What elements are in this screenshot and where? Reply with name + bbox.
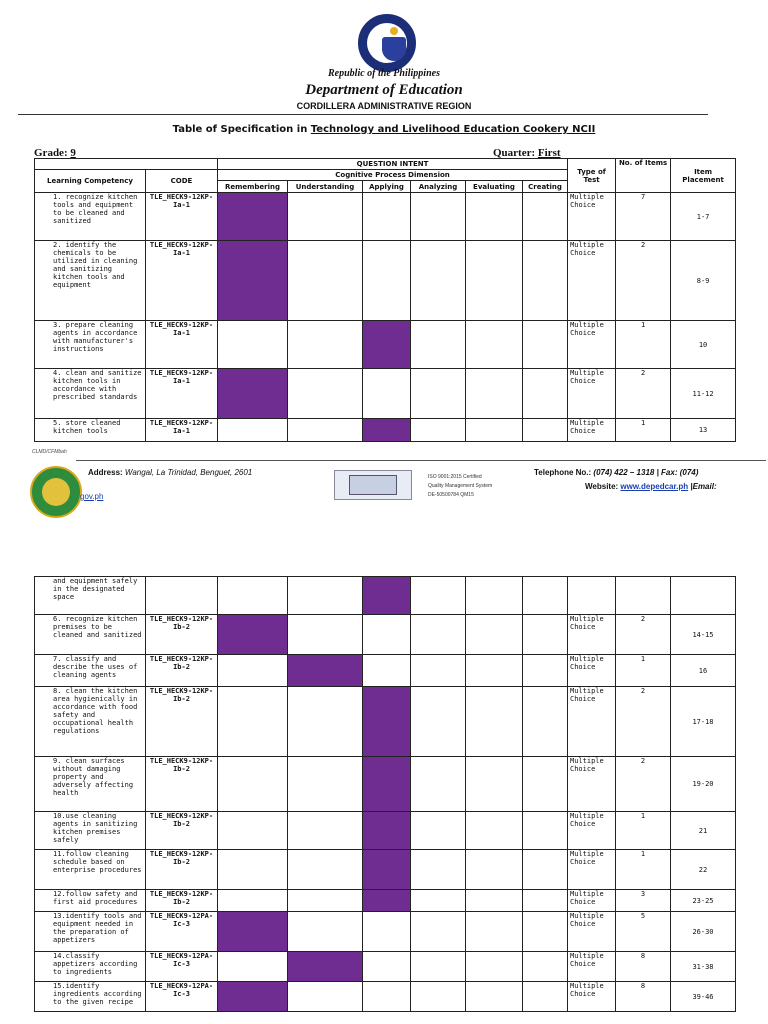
- item-placement-cell: 31-38: [671, 952, 736, 982]
- item-placement-cell: 16: [671, 655, 736, 687]
- type-of-test-header: Type of Test: [568, 159, 616, 193]
- cognitive-level-cell: [411, 687, 466, 757]
- table-row: [35, 655, 736, 687]
- competency-cell: 11.follow cleaning schedule based on enterprise procedures: [35, 850, 146, 890]
- cognitive-dimension-header: Cognitive Process Dimension: [218, 170, 568, 181]
- cognitive-level-cell: [288, 577, 363, 615]
- item-placement-cell: 21: [671, 812, 736, 850]
- competency-cell: 5. store cleaned kitchen tools: [35, 419, 146, 442]
- type-of-test-cell: Multiple Choice: [568, 369, 616, 419]
- type-of-test-cell: Multiple Choice: [568, 655, 616, 687]
- cognitive-level-cell: [411, 982, 466, 1012]
- table-row: [35, 419, 736, 442]
- code-cell: TLE_HECK9-12KP-Ib-2: [146, 687, 218, 757]
- cognitive-level-marker: [363, 812, 411, 850]
- deped-seal-logo: [358, 14, 416, 72]
- cognitive-level-cell: [363, 615, 411, 655]
- cognitive-level-cell: [411, 655, 466, 687]
- table-row: [35, 369, 736, 419]
- cognitive-level-cell: [288, 812, 363, 850]
- competency-cell: 1. recognize kitchen tools and equipment to be cleaned and sanitized: [35, 193, 146, 241]
- quarter-field: Quarter: First: [493, 147, 561, 159]
- cognitive-level-cell: [218, 952, 288, 982]
- code-cell: TLE_HECK9-12KP-Ia-1: [146, 369, 218, 419]
- cognitive-level-cell: [411, 193, 466, 241]
- document-title: Table of Specification in Technology and Livelihood Education Cookery NCII: [172, 124, 596, 135]
- cognitive-level-marker: [218, 615, 288, 655]
- competency-cell: 7. classify and describe the uses of cleaning agents: [35, 655, 146, 687]
- cognitive-level-cell: [363, 655, 411, 687]
- table-row: [35, 952, 736, 982]
- competency-cell: 10.use cleaning agents in sanitizing kitchen premises safely: [35, 812, 146, 850]
- type-of-test-cell: [568, 577, 616, 615]
- cognitive-level-marker: [363, 321, 411, 369]
- item-placement-cell: [671, 577, 736, 615]
- cognitive-level-marker: [288, 655, 363, 687]
- cognitive-level-cell: [411, 890, 466, 912]
- item-placement-header: Item Placement: [671, 159, 736, 193]
- item-placement-cell: 17-18: [671, 687, 736, 757]
- table-row: [35, 982, 736, 1012]
- item-placement-cell: 1-7: [671, 193, 736, 241]
- republic-heading: Republic of the Philippines: [328, 68, 440, 79]
- code-cell: [146, 577, 218, 615]
- cognitive-level-cell: [523, 369, 568, 419]
- cognitive-level-cell: [288, 687, 363, 757]
- cognitive-level-cell: [523, 615, 568, 655]
- cognitive-level-marker: [218, 912, 288, 952]
- code-cell: TLE_HECK9-12KP-Ib-2: [146, 890, 218, 912]
- cognitive-level-cell: [466, 912, 523, 952]
- type-of-test-cell: Multiple Choice: [568, 687, 616, 757]
- specification-table-page1: [34, 158, 736, 442]
- cognitive-level-cell: [288, 241, 363, 321]
- competency-cell: 3. prepare cleaning agents in accordance with manufacturer's instructions: [35, 321, 146, 369]
- cognitive-level-cell: [218, 757, 288, 812]
- competency-cell: 14.classify appetizers according to ingredients: [35, 952, 146, 982]
- cognitive-level-cell: [523, 812, 568, 850]
- header-divider: [18, 114, 708, 115]
- item-placement-cell: 8-9: [671, 241, 736, 321]
- cognitive-level-cell: [363, 912, 411, 952]
- cognitive-level-marker: [218, 241, 288, 321]
- cognitive-level-cell: [411, 850, 466, 890]
- type-of-test-cell: Multiple Choice: [568, 982, 616, 1012]
- cognitive-level-cell: [466, 757, 523, 812]
- competency-cell: 13.identify tools and equipment needed in the preparation of appetizers: [35, 912, 146, 952]
- cognitive-level-cell: [466, 655, 523, 687]
- competency-cell: 4. clean and sanitize kitchen tools in accordance with prescribed standards: [35, 369, 146, 419]
- cognitive-level-marker: [363, 577, 411, 615]
- cognitive-level-cell: [523, 850, 568, 890]
- cognitive-level-marker: [363, 890, 411, 912]
- competency-cell: and equipment safely in the designated space: [35, 577, 146, 615]
- code-cell: TLE_HECK9-12KP-Ia-1: [146, 321, 218, 369]
- no-of-items-cell: 8: [616, 982, 671, 1012]
- table-row: [35, 912, 736, 952]
- no-of-items-cell: 1: [616, 419, 671, 442]
- no-of-items-cell: 3: [616, 890, 671, 912]
- table-row: [35, 687, 736, 757]
- cognitive-level-cell: [411, 241, 466, 321]
- level-header: Applying: [363, 181, 411, 193]
- competency-cell: 9. clean surfaces without damaging property and adversely affecting health: [35, 757, 146, 812]
- table-row: [35, 193, 736, 241]
- no-of-items-cell: 2: [616, 757, 671, 812]
- no-of-items-header: No. of Items: [616, 159, 671, 193]
- cognitive-level-cell: [363, 369, 411, 419]
- cognitive-level-cell: [523, 757, 568, 812]
- type-of-test-cell: Multiple Choice: [568, 757, 616, 812]
- code-cell: TLE_HECK9-12PA-Ic-3: [146, 982, 218, 1012]
- cognitive-level-cell: [363, 193, 411, 241]
- table-row: [35, 615, 736, 655]
- cognitive-level-cell: [466, 369, 523, 419]
- cognitive-level-cell: [523, 912, 568, 952]
- website-link[interactable]: www.depedcar.ph: [620, 482, 689, 491]
- no-of-items-cell: 8: [616, 952, 671, 982]
- cognitive-level-cell: [411, 369, 466, 419]
- no-of-items-cell: 2: [616, 615, 671, 655]
- tqm-certification-logo: [334, 470, 412, 500]
- type-of-test-cell: Multiple Choice: [568, 912, 616, 952]
- code-cell: TLE_HECK9-12KP-Ib-2: [146, 757, 218, 812]
- code-cell: TLE_HECK9-12KP-Ia-1: [146, 241, 218, 321]
- table-row: [35, 850, 736, 890]
- no-of-items-cell: [616, 577, 671, 615]
- cognitive-level-cell: [218, 850, 288, 890]
- no-of-items-cell: 1: [616, 850, 671, 890]
- cognitive-level-cell: [288, 193, 363, 241]
- code-header: CODE: [146, 170, 218, 193]
- level-header: Remembering: [218, 181, 288, 193]
- competency-cell: 6. recognize kitchen premises to be cleaned and sanitized: [35, 615, 146, 655]
- cognitive-level-cell: [411, 812, 466, 850]
- code-cell: TLE_HECK9-12KP-Ib-2: [146, 615, 218, 655]
- no-of-items-cell: 7: [616, 193, 671, 241]
- type-of-test-cell: Multiple Choice: [568, 321, 616, 369]
- cognitive-level-cell: [466, 687, 523, 757]
- cognitive-level-cell: [523, 321, 568, 369]
- cognitive-level-cell: [466, 577, 523, 615]
- table-row: [35, 241, 736, 321]
- no-of-items-cell: 2: [616, 687, 671, 757]
- cognitive-level-marker: [288, 952, 363, 982]
- cognitive-level-cell: [411, 952, 466, 982]
- no-of-items-cell: 2: [616, 369, 671, 419]
- cognitive-level-cell: [411, 577, 466, 615]
- cognitive-level-cell: [411, 321, 466, 369]
- cognitive-level-cell: [466, 982, 523, 1012]
- telephone-text: Telephone No.: (074) 422 – 1318 | Fax: (074): [534, 468, 699, 477]
- iso-certification-text: ISO 9001:2015 Certified Quality Management System DE-50500784 QM15: [428, 474, 493, 498]
- cognitive-level-cell: [523, 577, 568, 615]
- item-placement-cell: 22: [671, 850, 736, 890]
- footer-divider: [76, 460, 766, 461]
- cognitive-level-marker: [363, 757, 411, 812]
- footer-note: CLMD/CFMbah: [32, 449, 67, 455]
- no-of-items-cell: 2: [616, 241, 671, 321]
- cognitive-level-cell: [218, 655, 288, 687]
- learning-competency-header: Learning Competency: [35, 170, 146, 193]
- item-placement-cell: 11-12: [671, 369, 736, 419]
- competency-cell: 8. clean the kitchen area hygienically in accordance with food safety and occupational health regulations: [35, 687, 146, 757]
- no-of-items-cell: 5: [616, 912, 671, 952]
- cognitive-level-cell: [288, 757, 363, 812]
- code-cell: TLE_HECK9-12PA-Ic-3: [146, 912, 218, 952]
- type-of-test-cell: Multiple Choice: [568, 812, 616, 850]
- competency-cell: 15.identify ingredients according to the given recipe: [35, 982, 146, 1012]
- level-header: Creating: [523, 181, 568, 193]
- level-header: Understanding: [288, 181, 363, 193]
- table-row: [35, 577, 736, 615]
- cognitive-level-cell: [363, 982, 411, 1012]
- cognitive-level-cell: [466, 615, 523, 655]
- cognitive-level-cell: [523, 952, 568, 982]
- question-intent-header: QUESTION INTENT: [218, 159, 568, 170]
- no-of-items-cell: 1: [616, 321, 671, 369]
- cognitive-level-cell: [411, 419, 466, 442]
- cognitive-level-cell: [288, 321, 363, 369]
- competency-cell: 2. identify the chemicals to be utilized in cleaning and sanitizing kitchen tools and equipment: [35, 241, 146, 321]
- cognitive-level-cell: [288, 615, 363, 655]
- table-row: [35, 321, 736, 369]
- cognitive-level-cell: [363, 241, 411, 321]
- cognitive-level-cell: [218, 890, 288, 912]
- cognitive-level-cell: [288, 890, 363, 912]
- type-of-test-cell: Multiple Choice: [568, 850, 616, 890]
- cognitive-level-cell: [466, 812, 523, 850]
- type-of-test-cell: Multiple Choice: [568, 615, 616, 655]
- cognitive-level-cell: [288, 982, 363, 1012]
- cognitive-level-cell: [466, 890, 523, 912]
- specification-table-page2: [34, 576, 736, 1012]
- grade-field: Grade: 9: [34, 147, 76, 159]
- level-header: Evaluating: [466, 181, 523, 193]
- cognitive-level-cell: [411, 615, 466, 655]
- cognitive-level-cell: [466, 321, 523, 369]
- subject-name: Technology and Livelihood Education Cookery NCII: [310, 124, 596, 135]
- cognitive-level-cell: [466, 419, 523, 442]
- type-of-test-cell: Multiple Choice: [568, 890, 616, 912]
- cognitive-level-cell: [288, 850, 363, 890]
- competency-cell: 12.follow safety and first aid procedures: [35, 890, 146, 912]
- cognitive-level-marker: [218, 193, 288, 241]
- item-placement-cell: 19-20: [671, 757, 736, 812]
- item-placement-cell: 23-25: [671, 890, 736, 912]
- code-cell: TLE_HECK9-12KP-Ib-2: [146, 812, 218, 850]
- cognitive-level-cell: [523, 655, 568, 687]
- address-text: Address: Wangal, La Trinidad, Benguet, 2601: [88, 468, 253, 477]
- table-row: [35, 757, 736, 812]
- item-placement-cell: 26-30: [671, 912, 736, 952]
- code-cell: TLE_HECK9-12KP-Ia-1: [146, 193, 218, 241]
- cognitive-level-cell: [466, 952, 523, 982]
- cognitive-level-cell: [218, 812, 288, 850]
- cognitive-level-marker: [363, 850, 411, 890]
- cognitive-level-cell: [523, 193, 568, 241]
- cognitive-level-cell: [218, 577, 288, 615]
- cognitive-level-cell: [466, 193, 523, 241]
- code-cell: TLE_HECK9-12KP-Ia-1: [146, 419, 218, 442]
- item-placement-cell: 10: [671, 321, 736, 369]
- item-placement-cell: 14-15: [671, 615, 736, 655]
- cognitive-level-cell: [288, 419, 363, 442]
- code-cell: TLE_HECK9-12PA-Ic-3: [146, 952, 218, 982]
- code-cell: TLE_HECK9-12KP-Ib-2: [146, 655, 218, 687]
- cognitive-level-cell: [363, 952, 411, 982]
- no-of-items-cell: 1: [616, 655, 671, 687]
- level-header: Analyzing: [411, 181, 466, 193]
- cognitive-level-marker: [218, 982, 288, 1012]
- type-of-test-cell: Multiple Choice: [568, 193, 616, 241]
- cognitive-level-cell: [523, 419, 568, 442]
- table-row: [35, 812, 736, 850]
- item-placement-cell: 39-46: [671, 982, 736, 1012]
- item-placement-cell: 13: [671, 419, 736, 442]
- cognitive-level-cell: [466, 241, 523, 321]
- type-of-test-cell: Multiple Choice: [568, 952, 616, 982]
- region-heading: CORDILLERA ADMINISTRATIVE REGION: [296, 101, 472, 111]
- cognitive-level-cell: [523, 687, 568, 757]
- email-link[interactable]: gov.ph: [80, 492, 104, 501]
- table-row: [35, 890, 736, 912]
- cognitive-level-marker: [363, 687, 411, 757]
- cognitive-level-cell: [218, 419, 288, 442]
- code-cell: TLE_HECK9-12KP-Ib-2: [146, 850, 218, 890]
- cognitive-level-cell: [523, 890, 568, 912]
- cognitive-level-cell: [218, 321, 288, 369]
- department-heading: Department of Education: [305, 82, 463, 98]
- cognitive-level-cell: [523, 982, 568, 1012]
- cognitive-level-cell: [523, 241, 568, 321]
- cognitive-level-cell: [288, 912, 363, 952]
- cognitive-level-cell: [218, 687, 288, 757]
- cognitive-level-marker: [218, 369, 288, 419]
- no-of-items-cell: 1: [616, 812, 671, 850]
- division-seal-logo: [30, 466, 82, 518]
- cognitive-level-cell: [288, 369, 363, 419]
- type-of-test-cell: Multiple Choice: [568, 241, 616, 321]
- cognitive-level-cell: [411, 757, 466, 812]
- cognitive-level-cell: [466, 850, 523, 890]
- cognitive-level-marker: [363, 419, 411, 442]
- type-of-test-cell: Multiple Choice: [568, 419, 616, 442]
- cognitive-level-cell: [411, 912, 466, 952]
- website-text: Website: www.depedcar.ph |Email:: [585, 482, 717, 491]
